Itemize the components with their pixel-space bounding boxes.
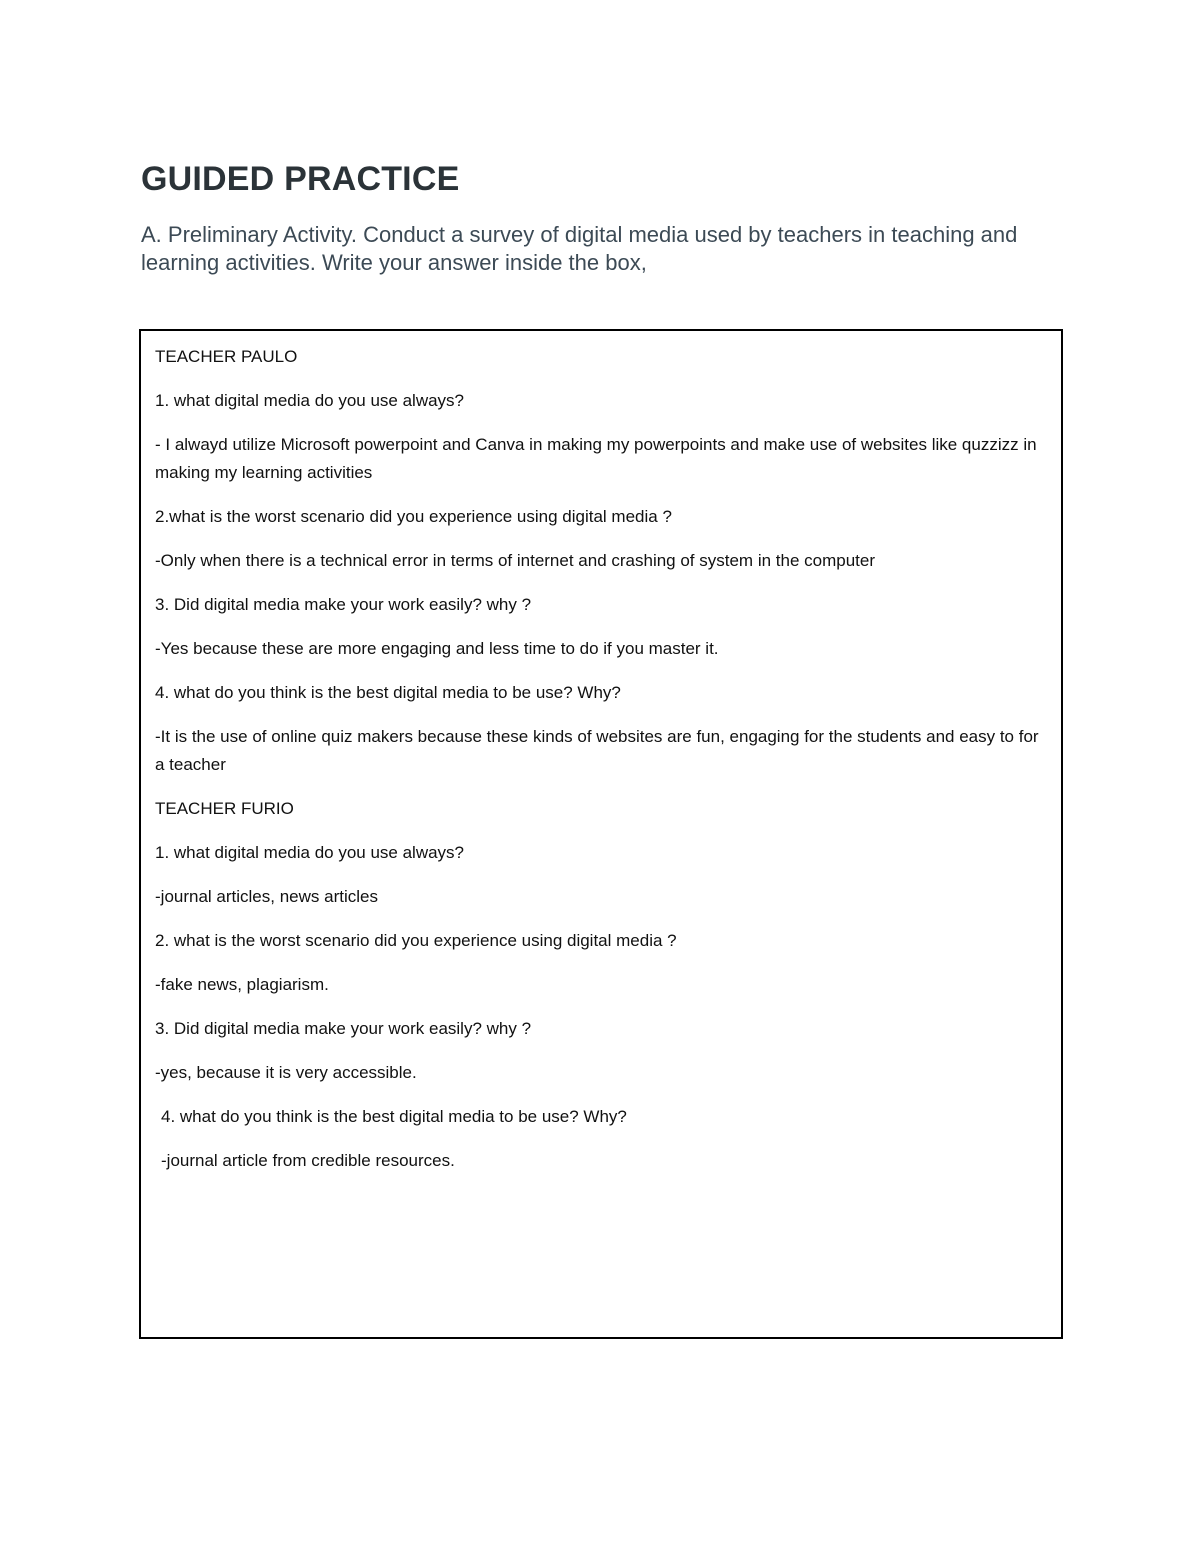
paulo-answer-1: - I alwayd utilize Microsoft powerpoint and Canva in making my powerpoints and make use of websites like quzzizz in making my learning activities <box>155 435 1042 482</box>
paulo-question-3: 3. Did digital media make your work easily? why ? <box>155 595 532 614</box>
furio-question-3: 3. Did digital media make your work easily? why ? <box>155 1019 532 1038</box>
paulo-answer-4: -It is the use of online quiz makers because these kinds of websites are fun, engaging for the students and easy to for a teacher <box>155 727 1044 774</box>
teacher-heading-furio: TEACHER FURIO <box>155 799 294 818</box>
furio-answer-4: -journal article from credible resources. <box>161 1151 455 1170</box>
paulo-question-1: 1. what digital media do you use always? <box>155 391 465 410</box>
paulo-answer-3: -Yes because these are more engaging and less time to do if you master it. <box>155 639 719 658</box>
answer-box-content <box>155 343 1047 1191</box>
furio-answer-2: -fake news, plagiarism. <box>155 975 329 994</box>
paulo-question-4: 4. what do you think is the best digital media to be use? Why? <box>155 683 621 702</box>
paulo-question-2: 2.what is the worst scenario did you experience using digital media ? <box>155 507 672 526</box>
answer-box <box>139 329 1063 1339</box>
teacher-heading-paulo: TEACHER PAULO <box>155 347 298 366</box>
paulo-answer-2: -Only when there is a technical error in terms of internet and crashing of system in the computer <box>155 551 875 570</box>
furio-question-1: 1. what digital media do you use always? <box>155 843 465 862</box>
furio-answer-3: -yes, because it is very accessible. <box>155 1063 417 1082</box>
furio-question-2: 2. what is the worst scenario did you experience using digital media ? <box>155 931 677 950</box>
page-heading: GUIDED PRACTICE <box>141 160 460 198</box>
furio-answer-1: -journal articles, news articles <box>155 887 378 906</box>
activity-instructions: A. Preliminary Activity. Conduct a survey of digital media used by teachers in teaching and learning activities. Write your answer inside the box, <box>141 222 1018 275</box>
furio-question-4: 4. what do you think is the best digital media to be use? Why? <box>161 1107 627 1126</box>
